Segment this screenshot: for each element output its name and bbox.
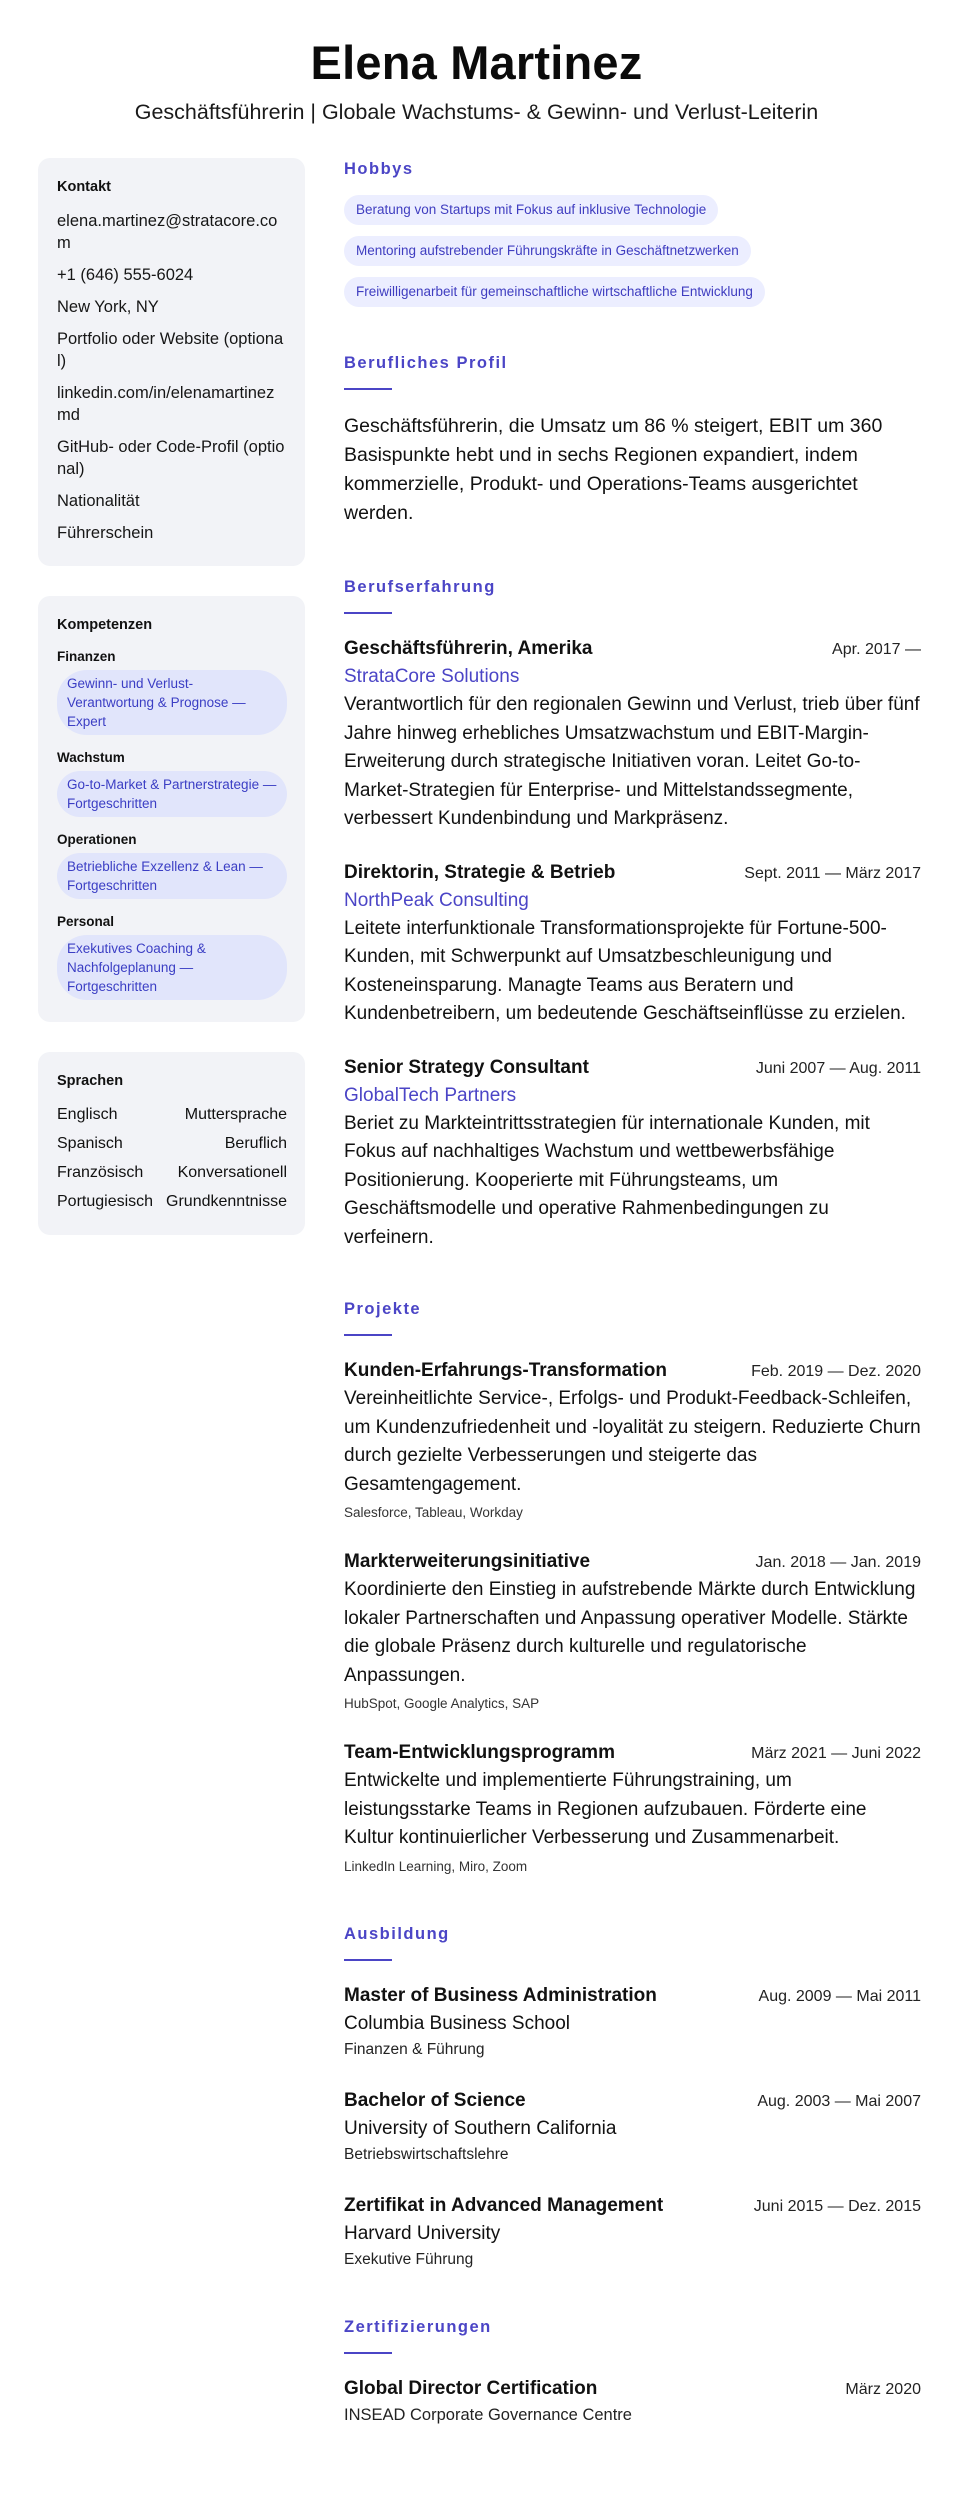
skill-category: Wachstum bbox=[57, 750, 125, 765]
project-date: Feb. 2019 — Dez. 2020 bbox=[751, 1363, 921, 1380]
degree-title: Zertifikat in Advanced Management bbox=[344, 2194, 664, 2216]
profile-text: Geschäftsführerin, die Umsatz um 86 % steigert, EBIT um 360 Basispunkte hebt und in sechs Regionen expandiert, indem kommerzielle, Produkt- und Operations-Teams ausgerichtet werden. bbox=[344, 415, 883, 524]
project-entry bbox=[344, 1358, 921, 1523]
contact-email[interactable]: elena.martinez@stratacore.com bbox=[57, 212, 278, 252]
section-rule bbox=[344, 612, 392, 614]
language-row bbox=[57, 1133, 287, 1155]
section-heading: Berufserfahrung bbox=[344, 578, 496, 596]
section-rule bbox=[344, 2352, 392, 2354]
certification-entry bbox=[344, 2376, 921, 2427]
project-tools: Salesforce, Tableau, Workday bbox=[344, 1505, 523, 1520]
project-date: Jan. 2018 — Jan. 2019 bbox=[755, 1554, 921, 1571]
section-heading: Projekte bbox=[344, 1300, 422, 1318]
project-title: Markterweiterungsinitiative bbox=[344, 1551, 591, 1572]
certification-date: März 2020 bbox=[845, 2380, 921, 2398]
projects-section bbox=[344, 1298, 921, 1877]
hobby-pill: Freiwilligenarbeit für gemeinschaftliche wirtschaftliche Entwicklung bbox=[344, 277, 765, 307]
contact-nationality: Nationalität bbox=[57, 492, 140, 510]
candidate-name: Elena Martinez bbox=[310, 36, 643, 89]
skill-group-finance bbox=[57, 648, 287, 735]
language-name: Spanisch bbox=[57, 1135, 123, 1152]
skill-pill: Exekutives Coaching & Nachfolgeplanung — Fortgeschritten bbox=[57, 935, 287, 1000]
section-heading: Ausbildung bbox=[344, 1924, 450, 1943]
language-name: Französisch bbox=[57, 1164, 144, 1181]
job-description: Verantwortlich für den regionalen Gewinn und Verlust, trieb über fünf Jahre hinweg erhebliches Umsatzwachstum und EBIT-Margin-Erweiterung durch strategische Initiativen voran. Leitet Go-to-Market-Strategien für Enterprise- und Mittelstandssegmente, verbessert Kundenbindung und Markpräsenz. bbox=[344, 694, 920, 829]
company-name: NorthPeak Consulting bbox=[344, 889, 529, 911]
skill-pill: Betriebliche Exzellenz & Lean — Fortgeschritten bbox=[57, 853, 287, 899]
experience-entry bbox=[344, 860, 921, 1029]
languages-title: Sprachen bbox=[57, 1073, 124, 1089]
contact-portfolio: Portfolio oder Website (optional) bbox=[57, 330, 284, 370]
education-date: Aug. 2009 — Mai 2011 bbox=[758, 1987, 921, 2005]
project-description: Entwickelte und implementierte Führungstraining, um leistungsstarke Teams in Regionen aufzubauen. Förderte eine Kultur kontinuierlicher Verbesserung und Zusammenarbeit. bbox=[344, 1770, 867, 1848]
project-description: Vereinheitlichte Service-, Erfolgs- und Produkt-Feedback-Schleifen, um Kundenzufriedenheit und -loyalität zu steigern. Reduzierte Churn durch gezielte Verbesserungen und steigerte das Gesamtengagement. bbox=[344, 1388, 921, 1495]
job-description: Leitete interfunktionale Transformationsprojekte für Fortune-500-Kunden, mit Schwerpunkt auf Umsatzbeschleunigung und Kosteneinsparung. Managte Teams aus Beratern und Kundenbetreibern, um bedeutende Geschäftseinflüsse zu erzielen. bbox=[344, 917, 906, 1024]
company-name: GlobalTech Partners bbox=[344, 1084, 517, 1106]
project-tools: HubSpot, Google Analytics, SAP bbox=[344, 1696, 540, 1711]
experience-entry bbox=[344, 636, 921, 834]
resume-header bbox=[0, 34, 953, 127]
language-level: Muttersprache bbox=[184, 1106, 287, 1123]
school-name: Harvard University bbox=[344, 2222, 501, 2244]
section-heading: Hobbys bbox=[344, 160, 414, 178]
section-rule bbox=[344, 388, 392, 390]
skill-group-operations bbox=[57, 831, 287, 899]
degree-title: Bachelor of Science bbox=[344, 2089, 526, 2111]
hobby-pill: Beratung von Startups mit Fokus auf inklusive Technologie bbox=[344, 195, 718, 225]
education-date: Aug. 2003 — Mai 2007 bbox=[757, 2092, 921, 2110]
skill-category: Operationen bbox=[57, 832, 137, 847]
skill-category: Personal bbox=[57, 914, 115, 929]
experience-entry bbox=[344, 1055, 921, 1253]
language-row bbox=[57, 1104, 287, 1126]
job-title: Senior Strategy Consultant bbox=[344, 1056, 589, 1078]
education-section bbox=[344, 1923, 921, 2272]
job-date: Apr. 2017 — bbox=[832, 641, 921, 658]
hobbies-section bbox=[344, 158, 921, 307]
main-content bbox=[344, 158, 921, 2453]
project-title: Team-Entwicklungsprogramm bbox=[344, 1742, 615, 1763]
certification-issuer: INSEAD Corporate Governance Centre bbox=[344, 2405, 632, 2424]
skill-category: Finanzen bbox=[57, 649, 116, 664]
contact-card bbox=[38, 158, 305, 566]
education-entry bbox=[344, 1983, 921, 2062]
contact-linkedin[interactable]: linkedin.com/in/elenamartinezmd bbox=[57, 384, 275, 424]
job-description: Beriet zu Markteintrittsstrategien für internationale Kunden, mit Fokus auf nachhaltiges Wachstum und wettbewerbsfähige Positionierung. Kooperierte mit Führungsteams, um Geschäftsmodelle und operative Rahmenbedingungen zu verfeinern. bbox=[344, 1112, 870, 1248]
experience-section bbox=[344, 576, 921, 1252]
contact-phone[interactable]: +1 (646) 555-6024 bbox=[57, 266, 194, 284]
school-name: University of Southern California bbox=[344, 2117, 617, 2139]
project-tools: LinkedIn Learning, Miro, Zoom bbox=[344, 1858, 528, 1874]
contact-github: GitHub- oder Code-Profil (optional) bbox=[57, 438, 285, 478]
field-of-study: Finanzen & Führung bbox=[344, 2040, 485, 2058]
project-title: Kunden-Erfahrungs-Transformation bbox=[344, 1360, 668, 1381]
company-name: StrataCore Solutions bbox=[344, 666, 520, 687]
candidate-title: Geschäftsführerin | Globale Wachstums- & Gewinn- und Verlust-Leiterin bbox=[134, 100, 819, 124]
skills-card bbox=[38, 596, 305, 1022]
certifications-section bbox=[344, 2316, 921, 2427]
language-level: Konversationell bbox=[177, 1164, 287, 1181]
language-row bbox=[57, 1191, 287, 1213]
field-of-study: Betriebswirtschaftslehre bbox=[344, 2145, 509, 2163]
skill-group-people bbox=[57, 913, 287, 1000]
section-heading: Zertifizierungen bbox=[344, 2317, 492, 2336]
education-entry bbox=[344, 2193, 921, 2272]
certification-name: Global Director Certification bbox=[344, 2377, 598, 2399]
section-rule bbox=[344, 1334, 392, 1336]
profile-section bbox=[344, 352, 921, 528]
language-name: Englisch bbox=[57, 1106, 118, 1123]
education-entry bbox=[344, 2088, 921, 2167]
sidebar bbox=[38, 158, 305, 1265]
skill-pill: Gewinn- und Verlust-Verantwortung & Prognose — Expert bbox=[57, 670, 287, 735]
language-row bbox=[57, 1162, 287, 1184]
job-title: Geschäftsführerin, Amerika bbox=[344, 638, 593, 659]
contact-license: Führerschein bbox=[57, 524, 154, 542]
project-description: Koordinierte den Einstieg in aufstrebende Märkte durch Entwicklung lokaler Partnerschaften und Anpassung operativer Modelle. Stärkte die globale Präsenz durch kulturelle und regulatorische Anpassungen. bbox=[344, 1579, 916, 1686]
job-title: Direktorin, Strategie & Betrieb bbox=[344, 861, 616, 883]
skill-pill: Go-to-Market & Partnerstrategie — Fortgeschritten bbox=[57, 771, 287, 817]
skills-title: Kompetenzen bbox=[57, 617, 153, 633]
job-date: Sept. 2011 — März 2017 bbox=[744, 864, 921, 882]
hobby-pill: Mentoring aufstrebender Führungskräfte in Geschäftnetzwerken bbox=[344, 236, 751, 266]
contact-location: New York, NY bbox=[57, 298, 159, 316]
school-name: Columbia Business School bbox=[344, 2012, 571, 2034]
language-name: Portugiesisch bbox=[57, 1193, 154, 1210]
project-date: März 2021 — Juni 2022 bbox=[751, 1745, 921, 1762]
languages-card bbox=[38, 1052, 305, 1235]
language-level: Grundkenntnisse bbox=[166, 1193, 287, 1210]
field-of-study: Exekutive Führung bbox=[344, 2250, 474, 2268]
degree-title: Master of Business Administration bbox=[344, 1984, 657, 2006]
section-heading: Berufliches Profil bbox=[344, 354, 508, 372]
skill-group-growth bbox=[57, 749, 287, 817]
job-date: Juni 2007 — Aug. 2011 bbox=[755, 1059, 921, 1077]
education-date: Juni 2015 — Dez. 2015 bbox=[753, 2197, 921, 2215]
project-entry bbox=[344, 1740, 921, 1877]
section-rule bbox=[344, 1959, 392, 1961]
project-entry bbox=[344, 1549, 921, 1714]
language-level: Beruflich bbox=[224, 1135, 287, 1152]
contact-title: Kontakt bbox=[57, 179, 111, 195]
